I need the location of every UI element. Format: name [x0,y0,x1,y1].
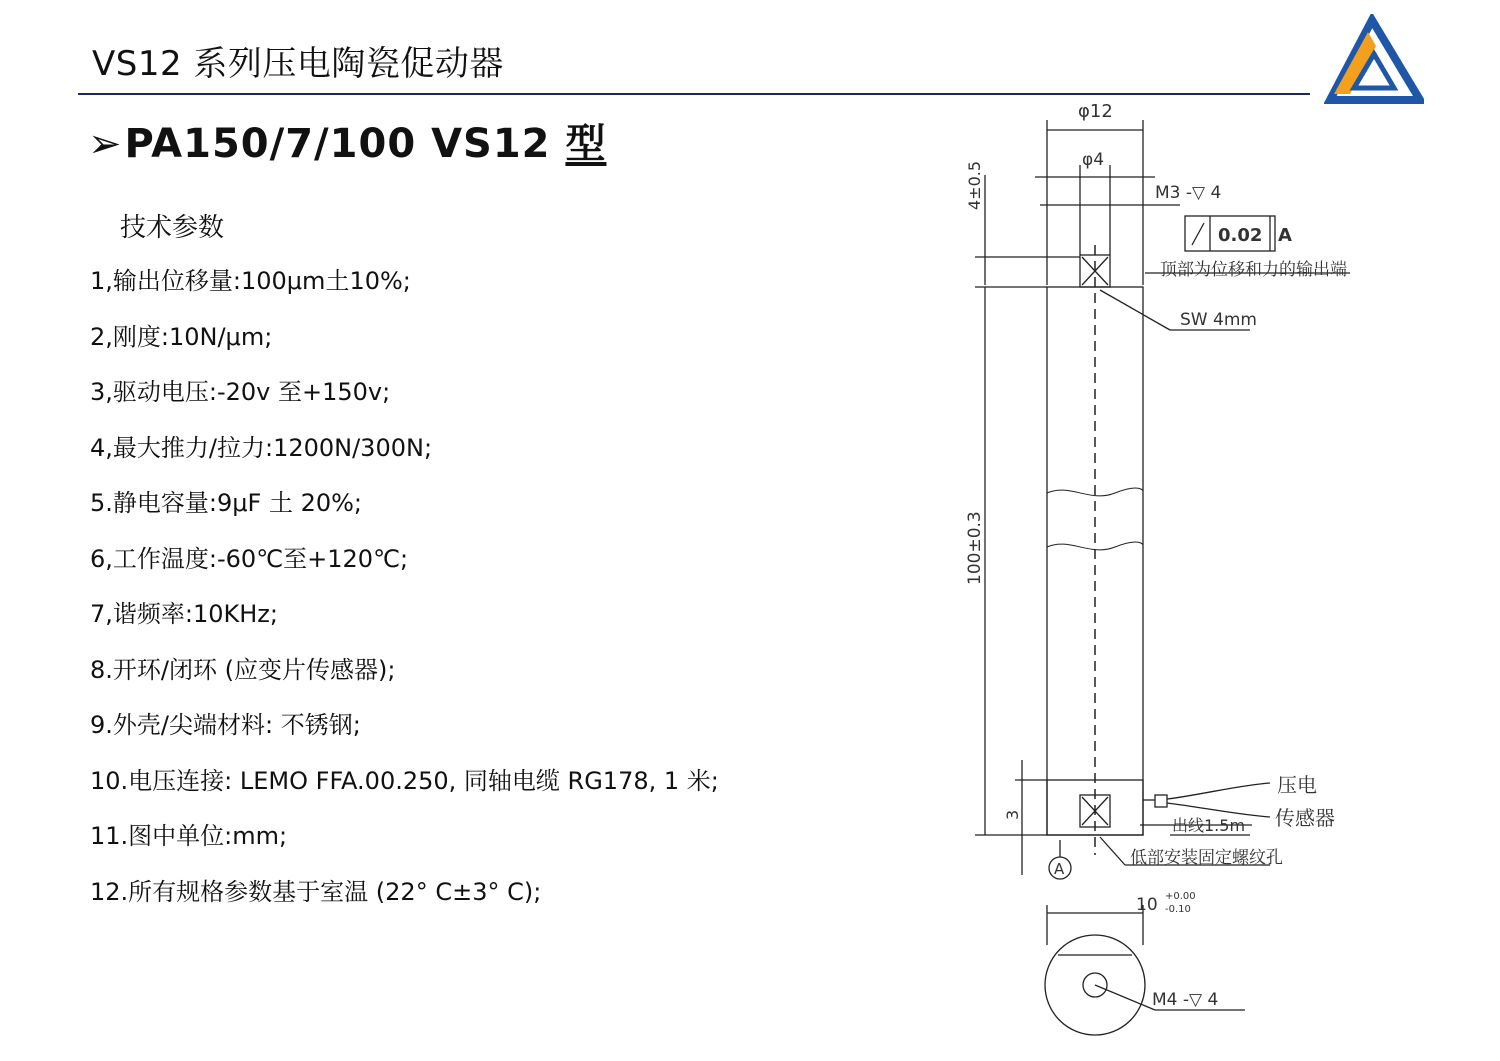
bottom-thread-note: M4 -▽ 4 [1152,990,1219,1010]
technical-drawing [940,95,1460,1045]
spec-item: 12.所有规格参数基于室温 (22° C±3° C); [90,877,542,906]
page-title: VS12 系列压电陶瓷促动器 [92,44,504,84]
model-name: PA150/7/100 VS12 [124,121,551,167]
company-logo [1324,14,1424,104]
top-output-note: 顶部为位移和力的输出端 [1160,260,1347,280]
datum-symbol: A [1054,860,1065,878]
spec-item: 9.外壳/尖端材料: 不锈钢; [90,711,361,739]
bottom-hole-note: 低部安装固定螺纹孔 [1130,848,1283,868]
spec-item: 2,刚度:10N/μm; [90,322,273,351]
spec-item: 6,工作温度:-60℃至+120℃; [90,544,409,573]
width-tol-upper: +0.00 [1165,891,1196,902]
voltage-label: 压电 [1277,773,1317,797]
flatness-value: 0.02 [1218,225,1263,246]
top-thread-note: M3 -▽ 4 [1155,183,1222,203]
model-heading [88,112,606,169]
spec-item: 8.开环/闭环 (应变片传感器); [90,655,396,684]
width-tol-lower: -0.10 [1165,904,1191,915]
spec-item: 4,最大推力/拉力:1200N/300N; [90,433,433,462]
wrench-note: SW 4mm [1180,310,1257,330]
length-dim: 100±0.3 [965,511,985,585]
spec-item: 11.图中单位:mm; [90,822,288,850]
arrow-icon: ➢ [88,121,123,167]
sensor-label: 传感器 [1275,806,1335,830]
spec-heading: 技术参数 [120,213,225,243]
datum-ref: A [1278,225,1292,246]
dim-tip-tolerance: 4±0.5 [965,160,984,210]
spec-item: 3,驱动电压:-20v 至+150v; [90,378,391,406]
spec-item: 10.电压连接: LEMO FFA.00.250, 同轴电缆 RG178, 1 米; [90,766,719,795]
spec-list [90,266,719,932]
spec-item: 7,谐频率:10KHz; [90,600,278,628]
spec-item: 5.静电容量:9μF 土 20%; [90,489,363,517]
width-dim: 10 [1136,895,1158,915]
dim-outer-diameter: φ12 [1078,101,1113,122]
spec-item: 1,输出位移量:100μm土10%; [90,267,411,295]
model-type: 型 [565,121,607,167]
cable-note: 出线1.5m [1172,816,1246,835]
dim-tip-diameter: φ4 [1082,150,1105,170]
base-dim: 3 [1003,809,1022,820]
